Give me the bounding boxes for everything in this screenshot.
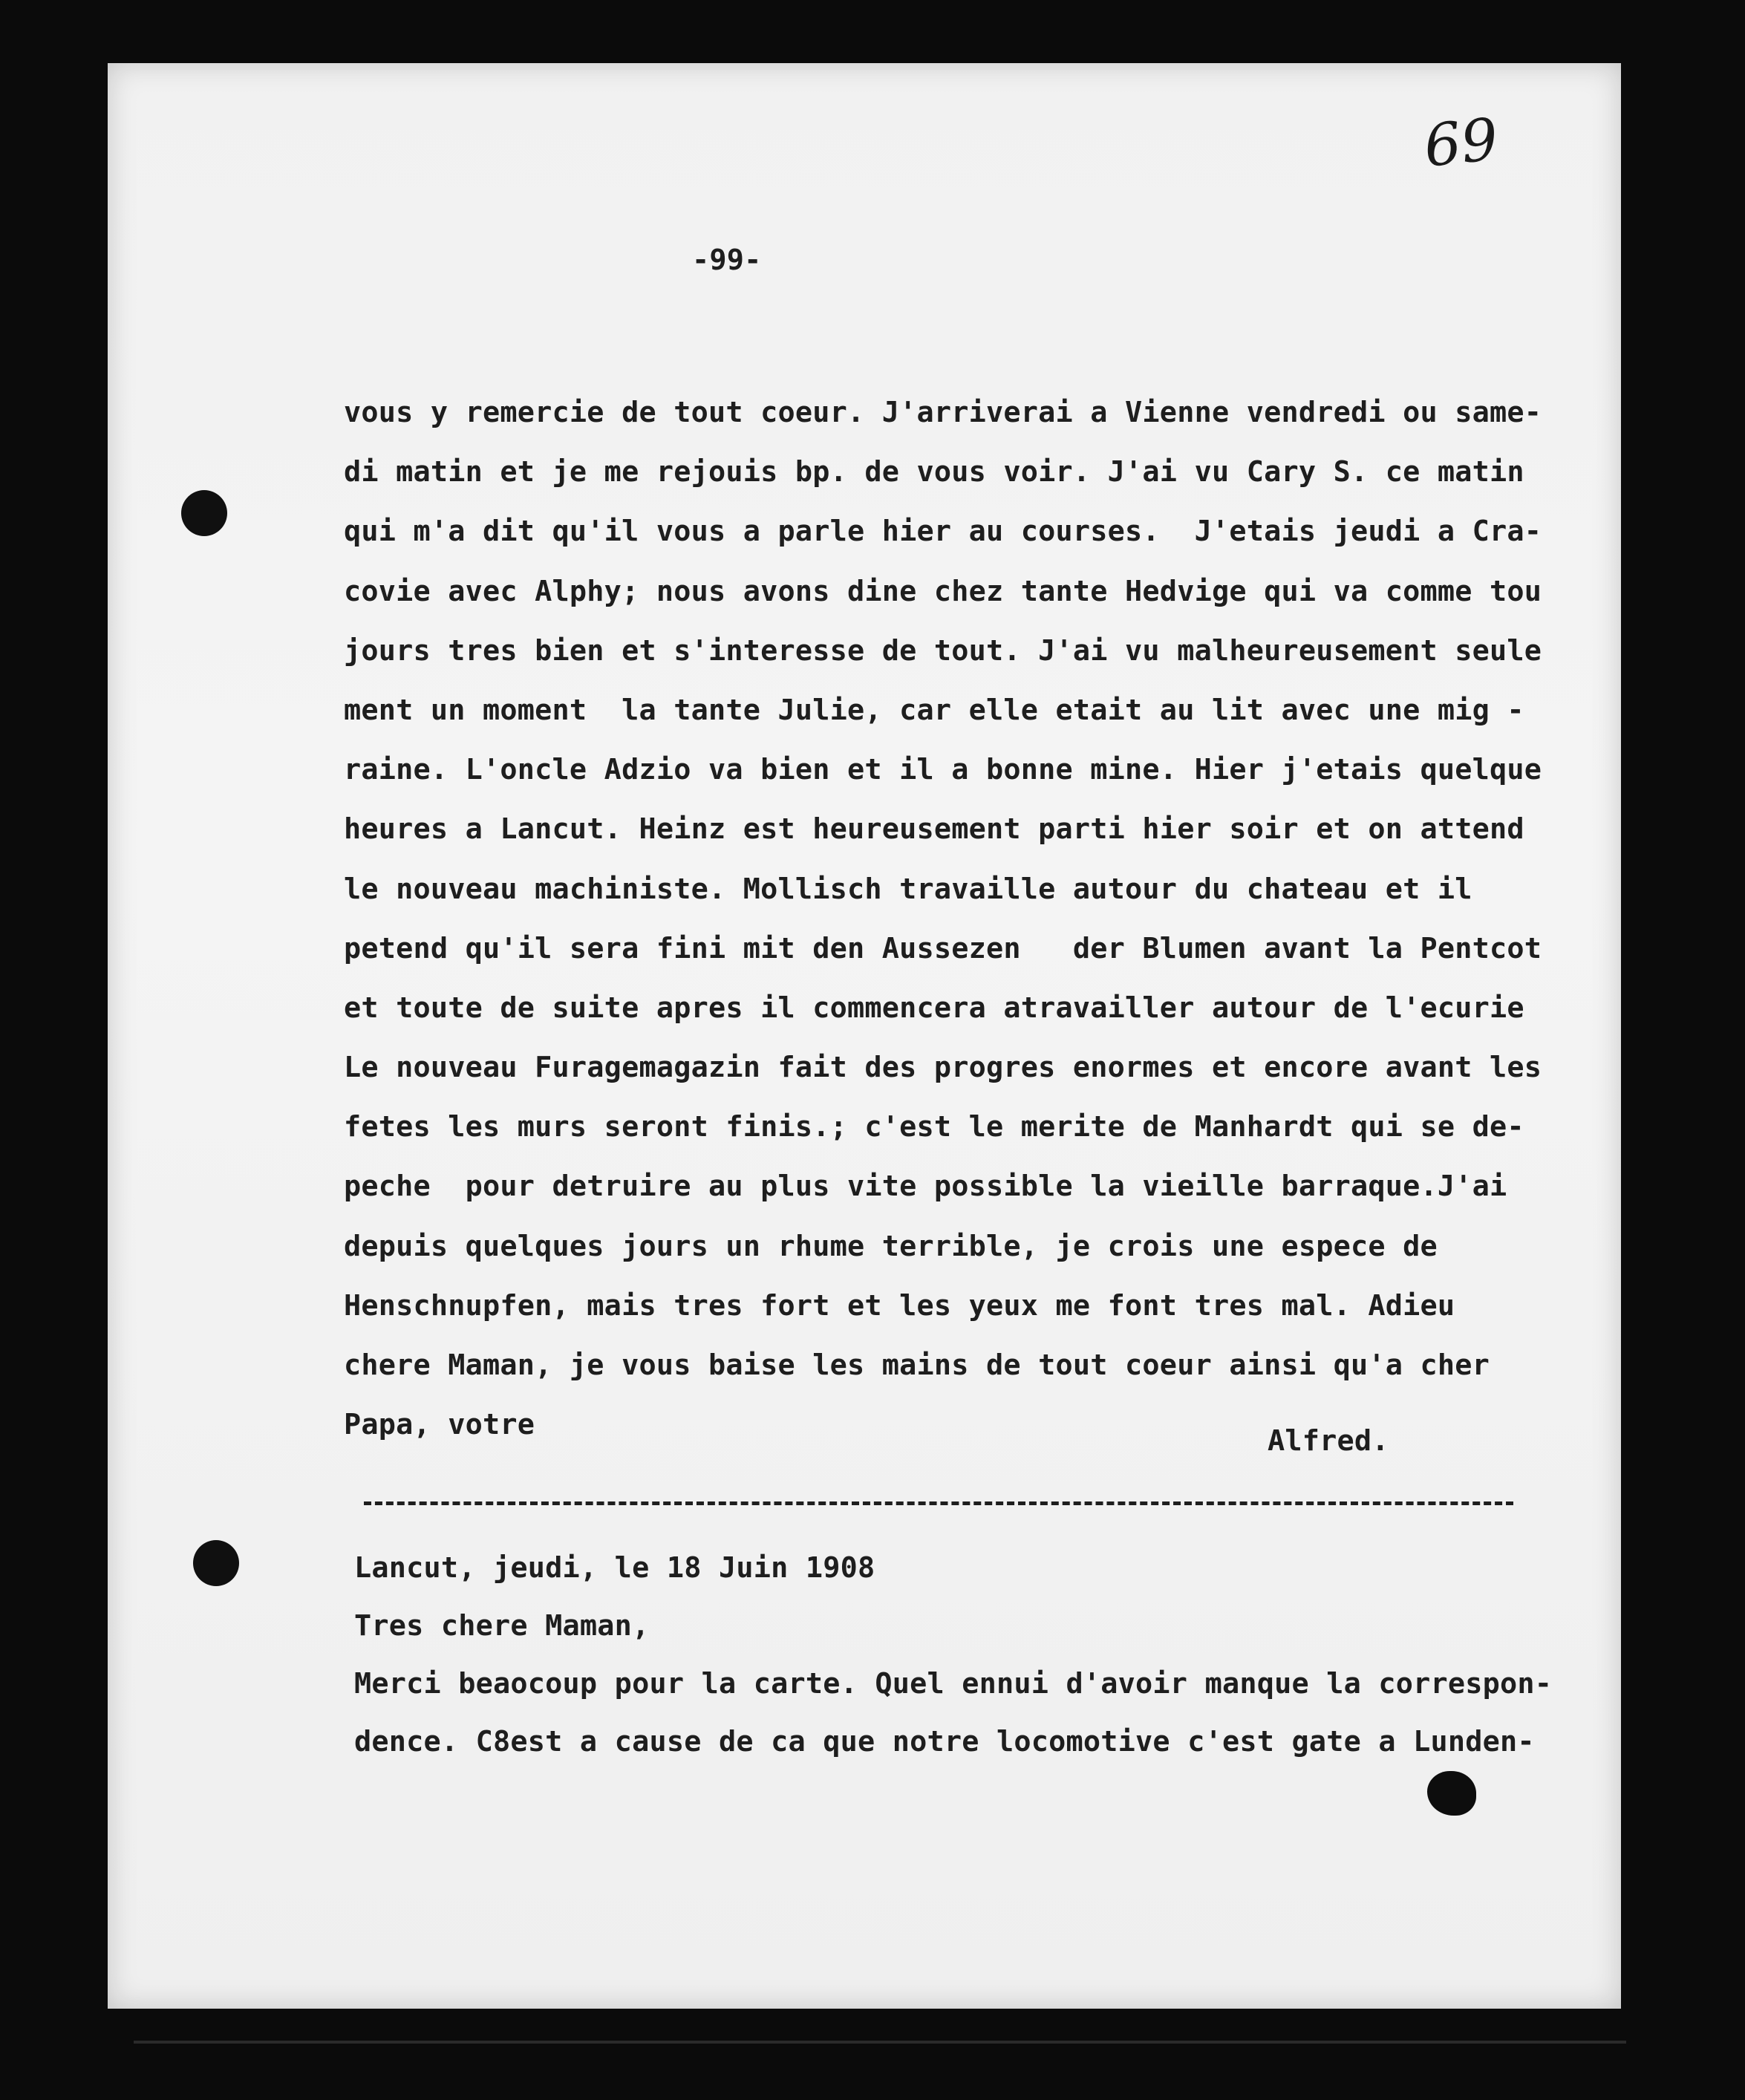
film-edge-mark — [30, 0, 34, 59]
body-line: Papa, votre — [344, 1408, 535, 1442]
body-line: depuis quelques jours un rhume terrible, je crois une espece de — [344, 1229, 1438, 1263]
body-line: Le nouveau Furagemagazin fait des progres enormes et encore avant les — [344, 1051, 1542, 1085]
body-line: Merci beaocoup pour la carte. Quel ennui d'avoir manque la correspon- — [354, 1667, 1553, 1700]
film-edge-mark — [1641, 0, 1645, 67]
next-letter — [354, 1546, 1552, 1778]
body-line: petend qu'il sera fini mit den Aussezen der Blumen avant la Pentcot — [344, 931, 1542, 965]
body-line: ment un moment la tante Julie, car elle etait au lit avec une mig - — [344, 693, 1524, 727]
body-line: qui m'a dit qu'il vous a parle hier au courses. J'etais jeudi a Cra- — [344, 515, 1542, 549]
body-line: dence. C8est a cause de ca que notre locomotive c'est gate a Lunden- — [354, 1725, 1535, 1758]
body-line: di matin et je me rejouis bp. de vous voir. J'ai vu Cary S. ce matin — [344, 455, 1524, 489]
body-line: heures a Lancut. Heinz est heureusement parti hier soir et on attend — [344, 812, 1524, 847]
body-line: et toute de suite apres il commencera atravailler autour de l'ecurie — [344, 991, 1524, 1025]
body-line: le nouveau machiniste. Mollisch travaille autour du chateau et il — [344, 872, 1472, 906]
body-line: covie avec Alphy; nous avons dine chez tante Hedvige qui va comme tou — [344, 574, 1542, 608]
letter-body — [344, 391, 1542, 1462]
punch-hole — [181, 490, 227, 536]
signature: Alfred. — [1268, 1424, 1389, 1458]
section-divider — [364, 1501, 1513, 1505]
body-line: vous y remercie de tout coeur. J'arriverai a Vienne vendredi ou same- — [344, 396, 1542, 429]
page-number: -99- — [692, 244, 762, 277]
body-line: chere Maman, je vous baise les mains de tout coeur ainsi qu'a cher — [344, 1349, 1490, 1382]
body-line: fetes les murs seront finis.; c'est le merite de Manhardt qui se de- — [344, 1110, 1524, 1144]
punch-hole — [193, 1540, 239, 1586]
folio-number: 69 — [1421, 106, 1501, 180]
page-bottom-edge — [134, 2041, 1626, 2044]
body-line: peche pour detruire au plus vite possible la vieille barraque.J'ai — [344, 1170, 1507, 1204]
letter-salutation: Tres chere Maman, — [354, 1609, 650, 1643]
body-line: Henschnupfen, mais tres fort et les yeux me font tres mal. Adieu — [344, 1288, 1455, 1323]
letter-date-line: Lancut, jeudi, le 18 Juin 1908 — [354, 1551, 875, 1585]
body-line: raine. L'oncle Adzio va bien et il a bonne mine. Hier j'etais quelque — [344, 753, 1542, 787]
body-line: jours tres bien et s'interesse de tout. J'ai vu malheureusement seule — [344, 633, 1542, 668]
